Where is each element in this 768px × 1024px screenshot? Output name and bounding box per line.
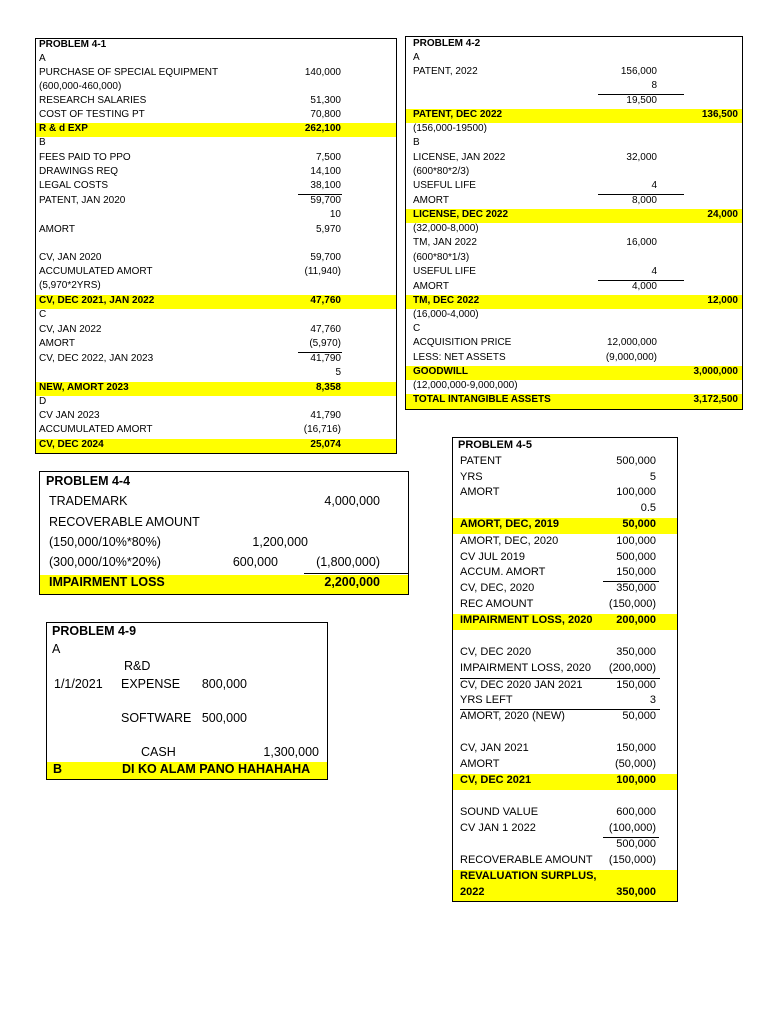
rd-label: R&D (124, 659, 151, 673)
cash-label: CASH (141, 745, 176, 759)
problem-4-2-box (405, 36, 743, 410)
amort2-label: AMORT (413, 281, 449, 292)
section-b-label: B (53, 762, 63, 776)
rd-expense-label: R & d EXP (39, 123, 88, 134)
revaluation-surplus-value: 350,000 (616, 886, 656, 898)
rd-expense-value: 262,100 (304, 123, 341, 134)
software-label: SOFTWARE (121, 711, 192, 725)
amort-dec-2019-value: 50,000 (622, 518, 656, 530)
cv-dec-2021-value: 47,760 (310, 295, 341, 306)
section-b-label: B (39, 137, 46, 148)
fees-label: FEES PAID TO PPO (39, 152, 131, 163)
rec-calc-2-value: 600,000 (232, 555, 278, 569)
testing-value: 70,800 (310, 109, 341, 120)
expense-value: 800,000 (201, 677, 247, 691)
recoverable-amount-label: RECOVERABLE AMOUNT (460, 854, 593, 866)
useful-years-value: 10 (329, 209, 341, 220)
cv-dec-2021-value: 100,000 (616, 774, 656, 786)
tm-jan-2022-value: 16,000 (626, 237, 657, 248)
amort-dec-2020-label: AMORT, DEC, 2020 (460, 535, 559, 547)
patent-amort-value: 19,500 (626, 95, 657, 106)
section-a-label: A (52, 642, 61, 656)
section-c-label: C (413, 323, 421, 334)
acquisition-price-label: ACQUISITION PRICE (413, 337, 512, 348)
patent-years-value: 8 (651, 80, 657, 91)
amort-label: AMORT (39, 224, 75, 235)
acc-amort2-value: (16,716) (303, 424, 341, 435)
accum-amort-label: ACCUM. AMORT (460, 566, 546, 578)
section-d-label: D (39, 396, 47, 407)
amort-label: AMORT (460, 486, 500, 498)
patent-dec-2022-value: 136,500 (701, 109, 738, 120)
license-dec-2022-value: 24,000 (707, 209, 738, 220)
cv-dec-2022-value: 41,790 (310, 353, 341, 364)
research-value: 51,300 (310, 95, 341, 106)
rec-amount-value: (150,000) (608, 598, 656, 610)
section-c-label: C (39, 309, 47, 320)
years-left-value: 3 (649, 694, 656, 706)
recoverable-amount-value: (150,000) (608, 854, 656, 866)
amort-dec-2020-value: 100,000 (616, 535, 656, 547)
tm-jan-2022-label: TM, JAN 2022 (413, 237, 477, 248)
cash-value: 1,300,000 (263, 745, 319, 759)
problem-4-2-title: PROBLEM 4-2 (413, 38, 481, 49)
patent-jan-2020-value: 59,700 (310, 195, 341, 206)
problem-4-9-title: PROBLEM 4-9 (52, 624, 137, 638)
cv-jan-2021b-label: CV, JAN 2021 (460, 742, 529, 754)
cv-dec-2020b-label: CV, DEC 2020 (460, 646, 532, 658)
research-label: RESEARCH SALARIES (39, 95, 147, 106)
problem-4-9-box (46, 622, 328, 780)
patent-2022-value: 156,000 (620, 66, 657, 77)
new-amort-2023-label: NEW, AMORT 2023 (39, 382, 129, 393)
fees-value: 7,500 (315, 152, 341, 163)
net-assets-value: (9,000,000) (605, 352, 657, 363)
license-dec-calc: (32,000-8,000) (413, 223, 479, 234)
new-amort-2023-value: 8,358 (315, 382, 341, 393)
cv-jan-2020-value: 59,700 (310, 252, 341, 263)
cv-dec-2020-value: 350,000 (616, 582, 656, 594)
rec-amount-label: REC AMOUNT (460, 598, 534, 610)
cv-jan-2022-value: 47,760 (310, 324, 341, 335)
drawings-value: 14,100 (310, 166, 341, 177)
net-assets-label: LESS: NET ASSETS (413, 352, 506, 363)
section-b-label: B (413, 137, 420, 148)
tm-calc: (600*80*1/3) (413, 252, 470, 263)
impairment-loss-label: IMPAIRMENT LOSS (49, 575, 165, 589)
impairment-2020b-label: IMPAIRMENT LOSS, 2020 (460, 662, 592, 674)
amort2-value: (5,970) (309, 338, 341, 349)
revaluation-year-label: 2022 (460, 886, 485, 898)
drawings-label: DRAWINGS REQ (39, 166, 119, 177)
amort-label: AMORT (413, 195, 449, 206)
cv-dec-2021-label: CV, DEC 2021 (460, 774, 532, 786)
cv-dec-2024-label: CV, DEC 2024 (39, 439, 104, 450)
cv-jan-2022-label: CV, JAN 2022 (39, 324, 102, 335)
problem-4-4-title: PROBLEM 4-4 (46, 474, 131, 488)
amort-value: 100,000 (616, 486, 656, 498)
legal-label: LEGAL COSTS (39, 180, 109, 191)
years-label: YRS (460, 471, 483, 483)
revaluation-surplus-label: REVALUATION SURPLUS, (460, 870, 597, 882)
expense-label: EXPENSE (121, 677, 181, 691)
legal-value: 38,100 (310, 180, 341, 191)
tm-dec-2022-label: TM, DEC 2022 (413, 295, 480, 306)
amort-value: 8,000 (631, 195, 657, 206)
cv-jan-2020-label: CV, JAN 2020 (39, 252, 102, 263)
amort-new-label: AMORT, 2020 (NEW) (460, 710, 565, 722)
cv-dec-2022-label: CV, DEC 2022, JAN 2023 (39, 353, 154, 364)
cv-dec-2021-label: CV, DEC 2021, JAN 2022 (39, 295, 155, 306)
cv-jan-2021b-value: 150,000 (616, 742, 656, 754)
cv-dec-2024-value: 25,074 (310, 439, 341, 450)
cv-dec-2020-label: CV, DEC, 2020 (460, 582, 535, 594)
goodwill-label: GOODWILL (413, 366, 468, 377)
useful-life-value: 4 (651, 180, 657, 191)
amort3-value: (50,000) (615, 758, 656, 770)
software-value: 500,000 (201, 711, 247, 725)
cv-jan-2022-label: CV JAN 1 2022 (460, 822, 536, 834)
impairment-loss-value: 2,200,000 (324, 575, 380, 589)
impairment-2020b-value: (200,000) (608, 662, 656, 674)
purchase-calc: (600,000-460,000) (39, 81, 122, 92)
patent-calc: (156,000-19500) (413, 123, 487, 134)
cv-jan-2021-value: 150,000 (616, 679, 656, 691)
problem-4-4-box (39, 471, 409, 595)
cv-jan-2022-value: (100,000) (608, 822, 656, 834)
acc-amort-calc: (5,970*2YRS) (39, 280, 101, 291)
acc-amort-value: (11,940) (304, 266, 341, 277)
sound-value-value: 600,000 (616, 806, 656, 818)
recoverable-label: RECOVERABLE AMOUNT (49, 515, 200, 529)
accum-amort-value: 150,000 (616, 566, 656, 578)
useful-life-label: USEFUL LIFE (413, 180, 476, 191)
date-label: 1/1/2021 (54, 677, 103, 691)
testing-label: COST OF TESTING PT (39, 109, 145, 120)
purchase-label: PURCHASE OF SPECIAL EQUIPMENT (39, 67, 219, 78)
rec-total-value: (1,800,000) (316, 555, 380, 569)
patent-value: 500,000 (616, 455, 656, 467)
useful-life2-value: 4 (651, 266, 657, 277)
half-year-value: 0.5 (640, 502, 656, 514)
patent-dec-2022-label: PATENT, DEC 2022 (413, 109, 503, 120)
amort2-label: AMORT (39, 338, 75, 349)
rec-calc-1: (150,000/10%*80%) (49, 535, 161, 549)
patent-label: PATENT (460, 455, 502, 467)
tm-dec-calc: (16,000-4,000) (413, 309, 479, 320)
problem-4-1-box (35, 38, 397, 454)
cv-dec-2020b-value: 350,000 (616, 646, 656, 658)
impairment-2020-value: 200,000 (616, 614, 656, 626)
acc-amort2-label: ACCUMULATED AMORT (39, 424, 153, 435)
cv-jul-2019-value: 500,000 (616, 551, 656, 563)
license-dec-2022-label: LICENSE, DEC 2022 (413, 209, 509, 220)
amort-value: 5,970 (315, 224, 341, 235)
amort3-label: AMORT (460, 758, 500, 770)
amort-new-value: 50,000 (622, 710, 656, 722)
total-intangibles-value: 3,172,500 (693, 394, 738, 405)
acc-amort-label: ACCUMULATED AMORT (39, 266, 153, 277)
patent-2022-label: PATENT, 2022 (413, 66, 478, 77)
goodwill-value: 3,000,000 (693, 366, 738, 377)
useful-life2-label: USEFUL LIFE (413, 266, 476, 277)
years-left-label: YRS LEFT (460, 694, 513, 706)
patent-jan-2020-label: PATENT, JAN 2020 (39, 195, 126, 206)
cv-jan-2023-label: CV JAN 2023 (39, 410, 100, 421)
trademark-label: TRADEMARK (49, 494, 128, 508)
rec-calc-2: (300,000/10%*20%) (49, 555, 161, 569)
cv-jul-2019-label: CV JUL 2019 (460, 551, 526, 563)
problem-4-5-title: PROBLEM 4-5 (458, 439, 532, 451)
problem-4-1-title: PROBLEM 4-1 (39, 39, 107, 50)
impairment-2020-label: IMPAIRMENT LOSS, 2020 (460, 614, 593, 626)
section-a-label: A (413, 52, 420, 63)
cv-jan-2021-label: CV, DEC 2020 JAN 2021 (460, 679, 583, 691)
tm-dec-2022-value: 12,000 (707, 295, 738, 306)
section-a-label: A (39, 53, 46, 64)
years-value: 5 (649, 471, 656, 483)
cv-jan-2023-value: 41,790 (310, 410, 341, 421)
sound-value-label: SOUND VALUE (460, 806, 539, 818)
problem-4-5-box (452, 437, 678, 902)
section-b-text: DI KO ALAM PANO HAHAHAHA (122, 762, 311, 776)
amort-dec-2019-label: AMORT, DEC, 2019 (460, 518, 560, 530)
total-intangibles-label: TOTAL INTANGIBLE ASSETS (413, 394, 551, 405)
license-jan-2022-value: 32,000 (626, 152, 657, 163)
goodwill-calc: (12,000,000-9,000,000) (413, 380, 518, 391)
trademark-value: 4,000,000 (324, 494, 380, 508)
net-value: 500,000 (616, 838, 656, 850)
purchase-value: 140,000 (304, 67, 341, 78)
license-calc: (600*80*2/3) (413, 166, 470, 177)
rec-calc-1-value: 1,200,000 (252, 535, 308, 549)
remaining-years-value: 5 (335, 367, 341, 378)
amort2-value: 4,000 (631, 281, 657, 292)
acquisition-price-value: 12,000,000 (606, 337, 657, 348)
license-jan-2022-label: LICENSE, JAN 2022 (413, 152, 506, 163)
